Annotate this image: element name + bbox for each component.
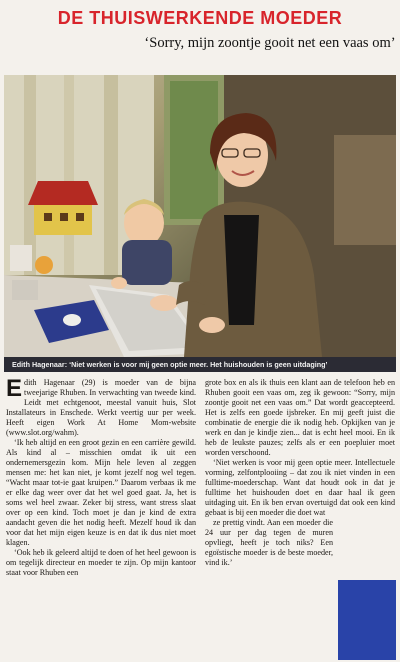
article-photo xyxy=(4,75,396,357)
paragraph-intro: Edith Hagenaar (29) is moeder van de bijna tweejarige Rhuben. In verwachting van tweede kind. Leidt met echtgenoot, meestal vanuit huis, Slot Installateurs in Enschede. Werkt veertig uur per week. Heeft eigen Work At Home Mom-website (www.slot.org/wahm). xyxy=(6,378,196,437)
drop-cap: E xyxy=(6,378,23,402)
article-title: DE THUISWERKENDE MOEDER xyxy=(57,8,343,28)
paragraph: ‘Ik heb altijd en een groot gezin en een carrière gewild. Als kind al – misschien omdat ik uit een ondernemersgezin kom. Mijn hele leven al zeggen mensen me: het kan niet, je komt jezelf nog wel tegen. “Wacht maar tot-ie gaat kruipen.” Daarom verbaas ik me er elke dag weer over dat het wel goed gaat. Ja, het is soms wel heel zwaar. Zeker bij stress, want stress slaat over op een kind. Toch moet je dan je kind de extra aandacht geven die het nodig heeft. Mezelf houd ik dan voor dat het mijn eigen keuze is en dat ik dus niet moet klagen. xyxy=(6,438,196,547)
accent-block xyxy=(338,580,396,660)
photo-illustration xyxy=(4,75,396,357)
photo-caption: Edith Hagenaar: ‘Niet werken is voor mij geen optie meer. Het huishouden is geen uitdaging’ xyxy=(4,357,396,372)
paragraph: ‘Niet werken is voor mij geen optie meer. Intellectuele vorming, zelfontplooiing – dat zou ik niet vinden in een fulltime-moederschap. Want dat houdt ook in dat je fulltime het huishouden doet en daar haal ik geen uitdaging uit. En ik ben ervan overtuigd dat ook een kind gebaat is bij een moeder die doet wat xyxy=(205,458,395,517)
article-column-left xyxy=(6,378,196,660)
article-subtitle: ‘Sorry, mijn zoontje gooit net een vaas om’ xyxy=(144,35,396,51)
paragraph: grote box en als ik thuis een klant aan de telefoon heb en Rhuben gooit een vaas om, zeg ik gewoon: “Sorry, mijn zoontje gooit net een vaas om.” Dat wordt geaccepteerd. Het is zelfs een goede ijsbreker. En mij geeft juist die combinatie de energie die ik nodig heb. Opkijken van je werk en dan je kindje zien... dat is echt heel mooi. En ik heb de leukste pauzes; zelfs als er een poepluier moet worden verschoond. xyxy=(205,378,395,457)
paragraph: ‘Ook heb ik geleerd altijd te doen of het heel gewoon is om tegelijk directeur en moeder te zijn. Op mijn kantoor staat voor Rhuben een xyxy=(6,548,196,577)
paragraph: ze prettig vindt. Aan een moeder die 24 uur per dag tegen de muren opvliegt, heeft je toch niks? Een egoïstische moeder is de beste moeder, vind ik.’ xyxy=(205,518,333,567)
